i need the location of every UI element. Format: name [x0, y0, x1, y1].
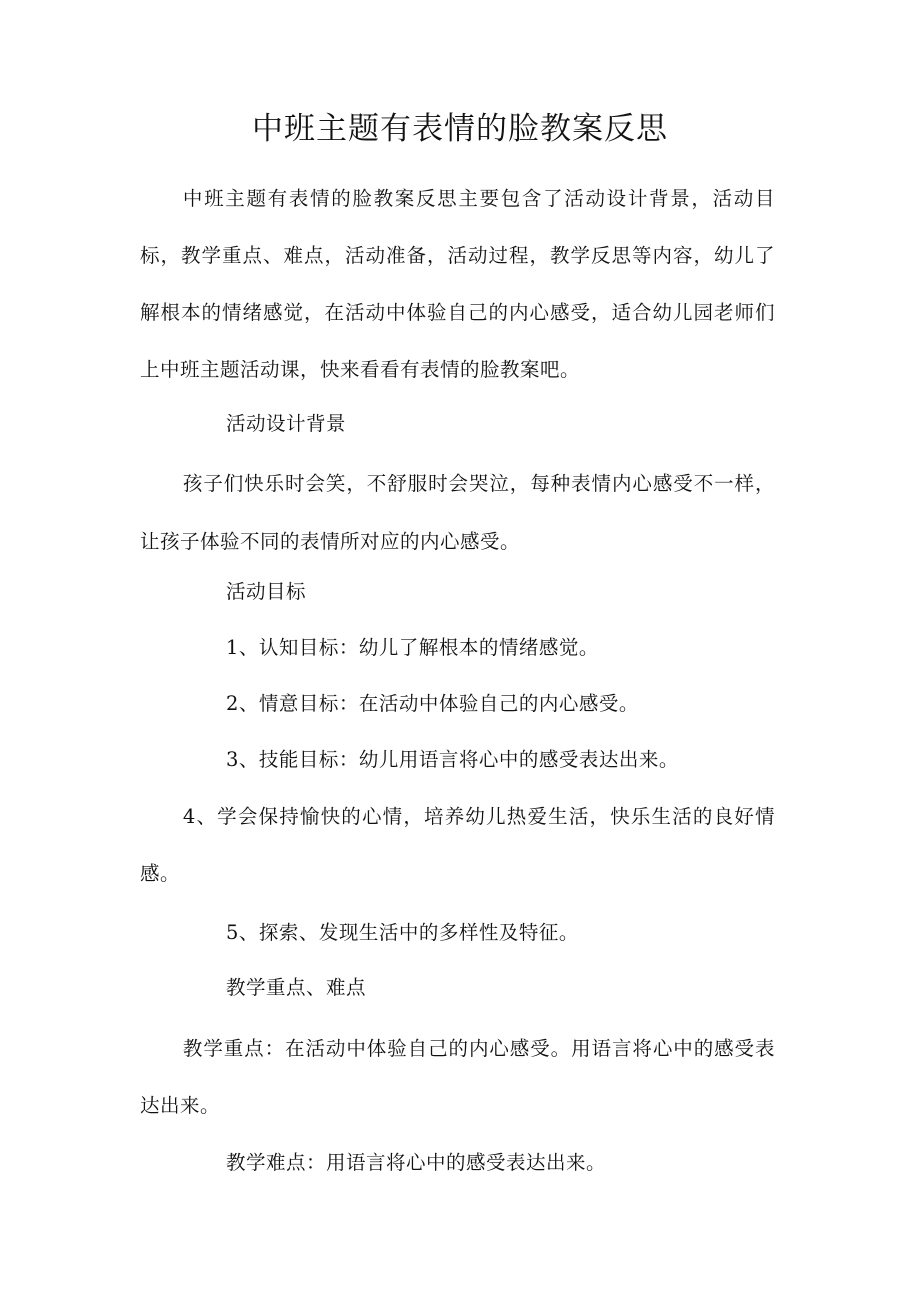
intro-paragraph: 中班主题有表情的脸教案反思主要包含了活动设计背景，活动目标，教学重点、难点，活动准备，活动过程，教学反思等内容，幼儿了解根本的情绪感觉，在活动中体验自己的内心感受，适合幼儿园老师们上中班主题活动课，快来看看有表情的脸教案吧。 — [140, 187, 775, 381]
section-heading-goals: 活动目标 — [226, 580, 307, 603]
goal-item-1: 1、认知目标：幼儿了解根本的情绪感觉。 — [226, 636, 599, 659]
section-heading-key-points: 教学重点、难点 — [226, 976, 367, 999]
document-title: 中班主题有表情的脸教案反思 — [252, 111, 668, 147]
background-paragraph: 孩子们快乐时会笑，不舒服时会哭泣，每种表情内心感受不一样，让孩子体验不同的表情所对应的内心感受。 — [140, 472, 775, 553]
goal-item-5: 5、探索、发现生活中的多样性及特征。 — [226, 921, 579, 944]
goal-item-4: 4、学会保持愉快的心情，培养幼儿热爱生活，快乐生活的良好情感。 — [140, 805, 775, 885]
section-heading-background: 活动设计背景 — [226, 412, 347, 435]
difficult-point-paragraph: 教学难点：用语言将心中的感受表达出来。 — [226, 1151, 607, 1174]
goal-item-2: 2、情意目标：在活动中体验自己的内心感受。 — [226, 692, 639, 715]
goal-item-3: 3、技能目标：幼儿用语言将心中的感受表达出来。 — [226, 748, 679, 771]
key-point-paragraph: 教学重点：在活动中体验自己的内心感受。用语言将心中的感受表达出来。 — [140, 1037, 775, 1117]
